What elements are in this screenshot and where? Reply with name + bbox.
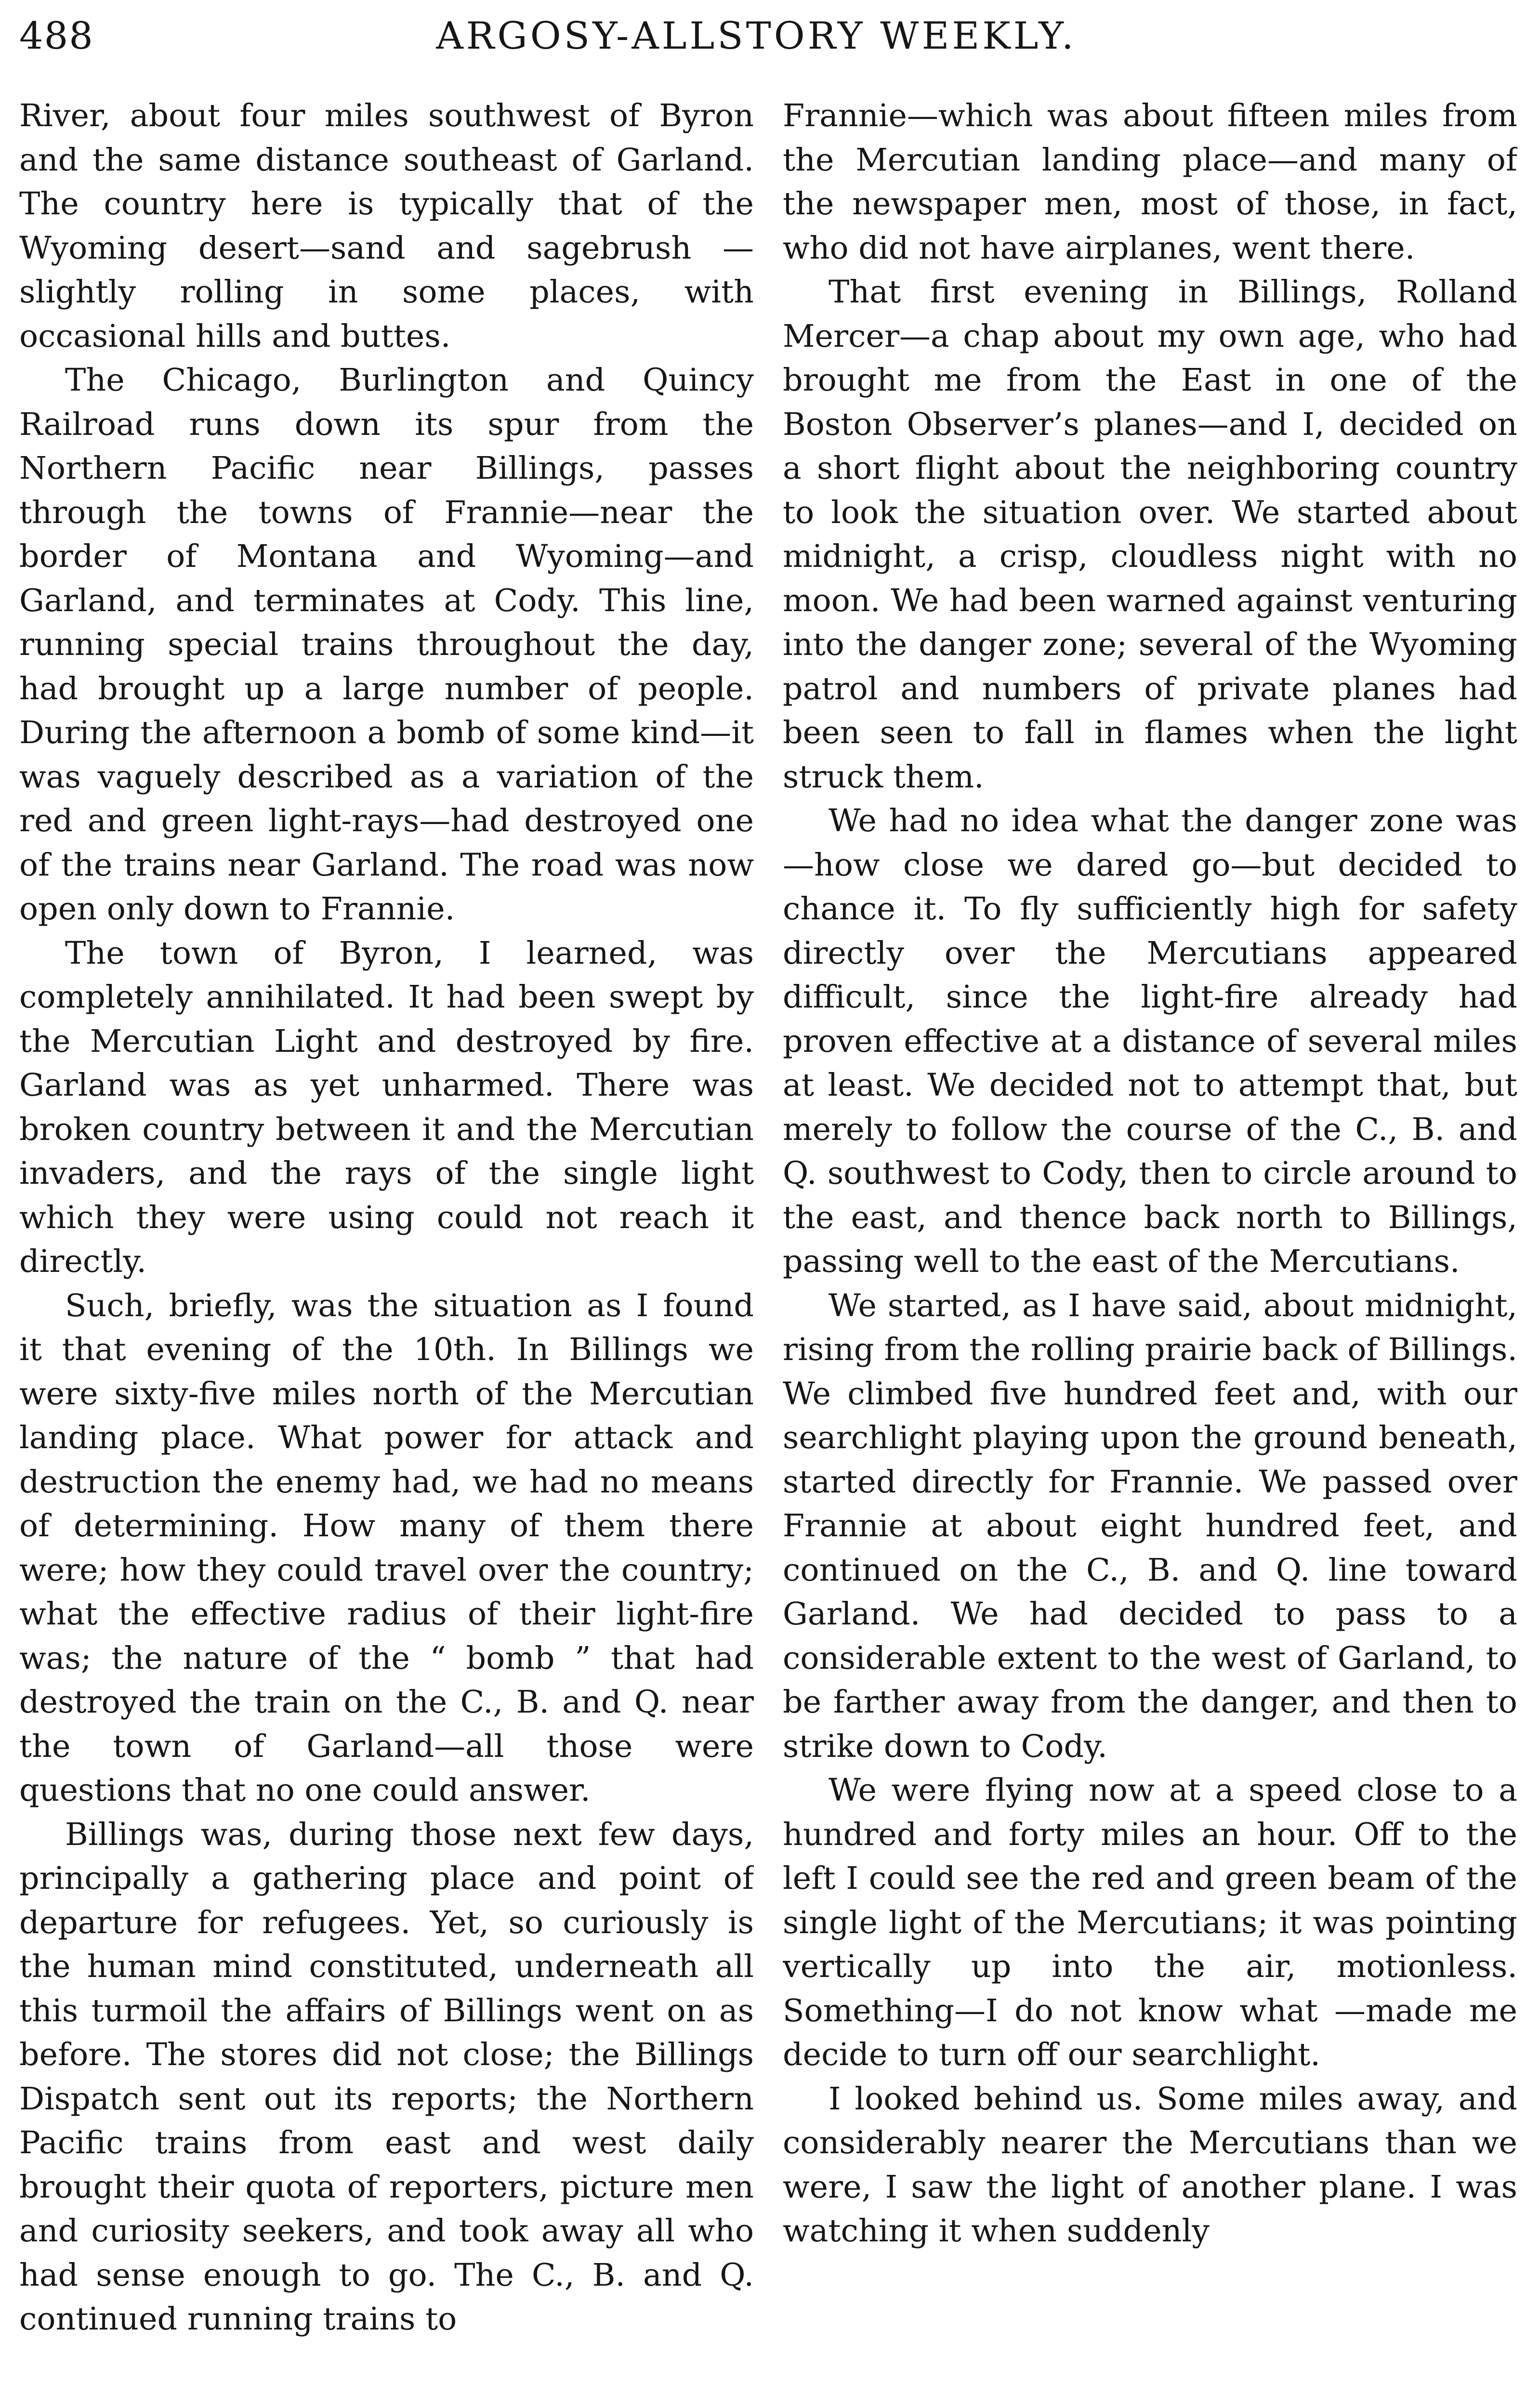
paragraph: We had no idea what the danger zone was—how close we dared go—but decided to chance it. To fly sufficiently high for safety directly over the Mercutians appeared difficult, since the light-fire already had proven effective at a distance of several miles at least. We decided not to attempt that, but merely to follow the course of the C., B. and Q. southwest to Cody, then to circle around to the east, and thence back north to Billings, passing well to the east of the Mercutians. bbox=[783, 803, 1517, 1280]
left-column bbox=[19, 94, 754, 2408]
paragraph: We started, as I have said, about midnight, rising from the rolling prairie back of Billings. We climbed five hundred feet and, with our searchlight playing upon the ground beneath, started directly for Frannie. We passed over Frannie at about eight hundred feet, and continued on the C., B. and Q. line toward Garland. We had decided to pass to a considerable extent to the west of Garland, to be farther away from the danger, and then to strike down to Cody. bbox=[783, 1287, 1517, 1765]
paragraph: That first evening in Billings, Rolland Mercer—a chap about my own age, who had brought me from the East in one of the Boston Observer’s planes—and I, decided on a short flight about the neighboring country to look the situation over. We started about midnight, a crisp, cloudless night with no moon. We had been warned against venturing into the danger zone; several of the Wyoming patrol and numbers of private planes had been seen to fall in flames when the light struck them. bbox=[783, 274, 1517, 795]
right-column bbox=[783, 94, 1517, 2408]
paragraph: Such, briefly, was the situation as I found it that evening of the 10th. In Billings we were sixty-five miles north of the Mercutian landing place. What power for attack and destruction the enemy had, we had no means of determining. How many of them there were; how they could travel over the country; what the effective radius of their light-fire was; the nature of the “ bomb ” that had destroyed the train on the C., B. and Q. near the town of Garland—all those were questions that no one could answer. bbox=[19, 1287, 754, 1808]
paragraph: Billings was, during those next few days, principally a gathering place and point of departure for refugees. Yet, so curiously is the human mind constituted, underneath all this turmoil the affairs of Billings went on as before. The stores did not close; the Billings Dispatch sent out its reports; the Northern Pacific trains from east and west daily brought their quota of reporters, picture men and curiosity seekers, and took away all who had sense enough to go. The C., B. and Q. continued running trains to bbox=[19, 1816, 754, 2337]
running-head: ARGOSY-ALLSTORY WEEKLY. bbox=[436, 14, 1077, 58]
paragraph: We were flying now at a speed close to a hundred and forty miles an hour. Off to the left I could see the red and green beam of the single light of the Mercutians; it was pointing vertically up into the air, motionless. Something—I do not know what —made me decide to turn off our searchlight. bbox=[783, 1772, 1517, 2073]
paragraph: River, about four miles southwest of Byron and the same distance southeast of Garland. The country here is typically that of the Wyoming desert—sand and sagebrush —slightly rolling in some places, with occasional hills and buttes. bbox=[19, 98, 754, 354]
paragraph: Frannie—which was about fifteen miles from the Mercutian landing place—and many of the newspaper men, most of those, in fact, who did not have airplanes, went there. bbox=[783, 98, 1517, 266]
page-header bbox=[19, 10, 1493, 82]
page-number: 488 bbox=[19, 14, 94, 58]
paragraph: The town of Byron, I learned, was completely annihilated. It had been swept by the Mercutian Light and destroyed by fire. Garland was as yet unharmed. There was broken country between it and the Mercutian invaders, and the rays of the single light which they were using could not reach it directly. bbox=[19, 935, 754, 1280]
paragraph: I looked behind us. Some miles away, and considerably nearer the Mercutians than we were, I saw the light of another plane. I was watching it when suddenly bbox=[783, 2081, 1517, 2249]
paragraph: The Chicago, Burlington and Quincy Railroad runs down its spur from the Northern Pacific near Billings, passes through the towns of Frannie—near the border of Montana and Wyoming—and Garland, and terminates at Cody. This line, running special trains throughout the day, had brought up a large number of people. During the afternoon a bomb of some kind—it was vaguely described as a variation of the red and green light-rays—had destroyed one of the trains near Garland. The road was now open only down to Frannie. bbox=[19, 362, 754, 927]
